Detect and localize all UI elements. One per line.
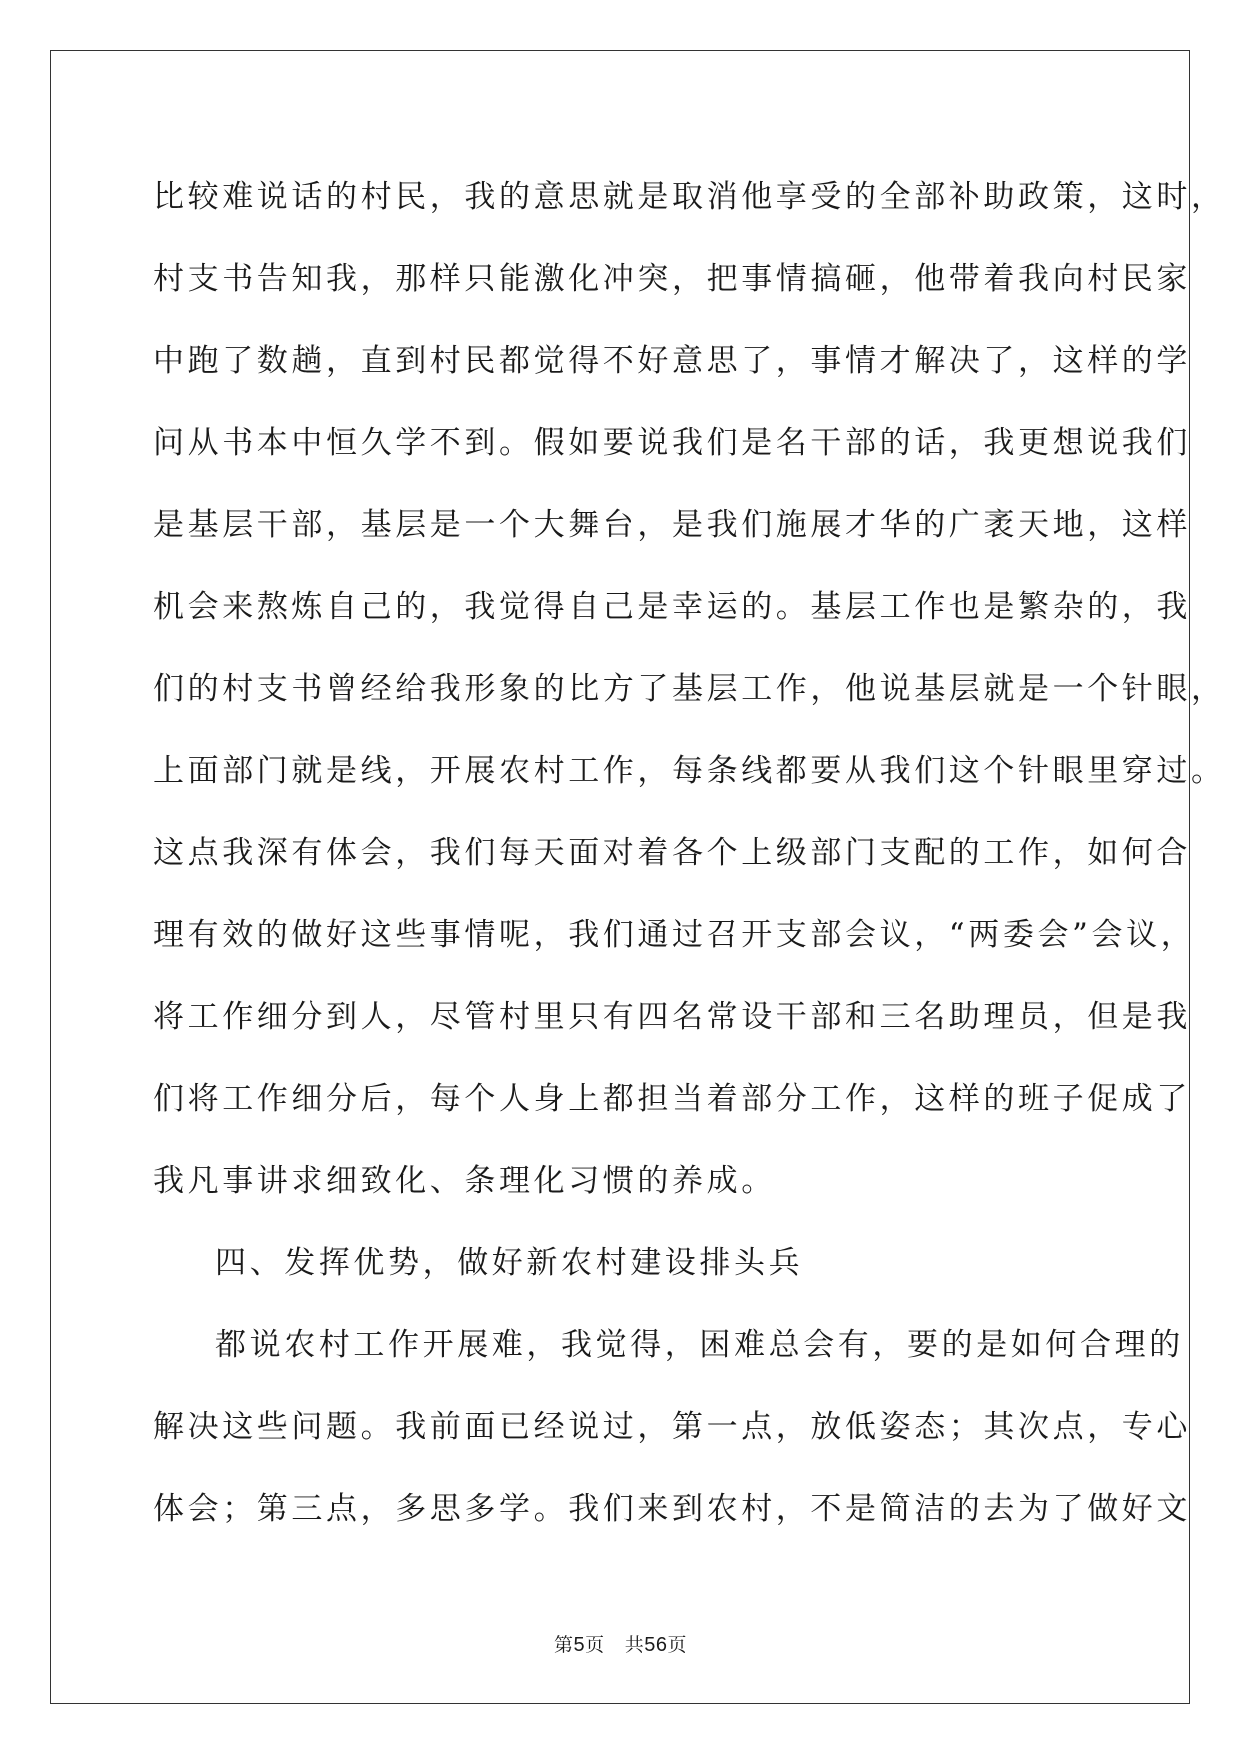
text-line: 上面部门就是线，开展农村工作，每条线都要从我们这个针眼里穿过。: [153, 753, 1226, 789]
text-line: 村支书告知我，那样只能激化冲突，把事情搞砸，他带着我向村民家: [153, 261, 1191, 297]
text-line: 机会来熬炼自己的，我觉得自己是幸运的。基层工作也是繁杂的，我: [153, 589, 1191, 625]
section-heading: 四、发挥优势，做好新农村建设排头兵: [215, 1245, 804, 1281]
text-line: 们将工作细分后，每个人身上都担当着部分工作，这样的班子促成了: [153, 1081, 1191, 1117]
page-footer: [0, 1630, 1241, 1657]
text-line: 是基层干部，基层是一个大舞台，是我们施展才华的广袤天地，这样: [153, 507, 1191, 543]
text-line: 我凡事讲求细致化、条理化习惯的养成。: [153, 1163, 776, 1199]
current-page-number: 5: [573, 1634, 586, 1656]
footer-total-prefix: 共: [624, 1634, 645, 1656]
footer-page-label: 页: [585, 1634, 605, 1656]
footer-total-label: 页: [667, 1634, 687, 1656]
text-line: 比较难说话的村民，我的意思就是取消他享受的全部补助政策，这时，: [153, 179, 1226, 215]
text-line: 这点我深有体会，我们每天面对着各个上级部门支配的工作，如何合: [153, 835, 1191, 871]
text-line: 中跑了数趟，直到村民都觉得不好意思了，事情才解决了，这样的学: [153, 343, 1191, 379]
footer-prefix: 第: [554, 1634, 574, 1656]
text-line: 问从书本中恒久学不到。假如要说我们是名干部的话，我更想说我们: [153, 425, 1191, 461]
total-pages-number: 56: [644, 1634, 668, 1656]
text-line: 理有效的做好这些事情呢，我们通过召开支部会议，“两委会”会议，: [153, 917, 1196, 953]
text-line: 们的村支书曾经给我形象的比方了基层工作，他说基层就是一个针眼，: [153, 671, 1226, 707]
document-body: [153, 156, 1226, 1550]
paragraph-line: 体会；第三点，多思多学。我们来到农村，不是简洁的去为了做好文: [153, 1491, 1191, 1527]
text-line: 将工作细分到人，尽管村里只有四名常设干部和三名助理员，但是我: [153, 999, 1191, 1035]
paragraph-line: 都说农村工作开展难，我觉得，困难总会有，要的是如何合理的: [215, 1327, 1184, 1363]
paragraph-line: 解决这些问题。我前面已经说过，第一点，放低姿态；其次点，专心: [153, 1409, 1191, 1445]
